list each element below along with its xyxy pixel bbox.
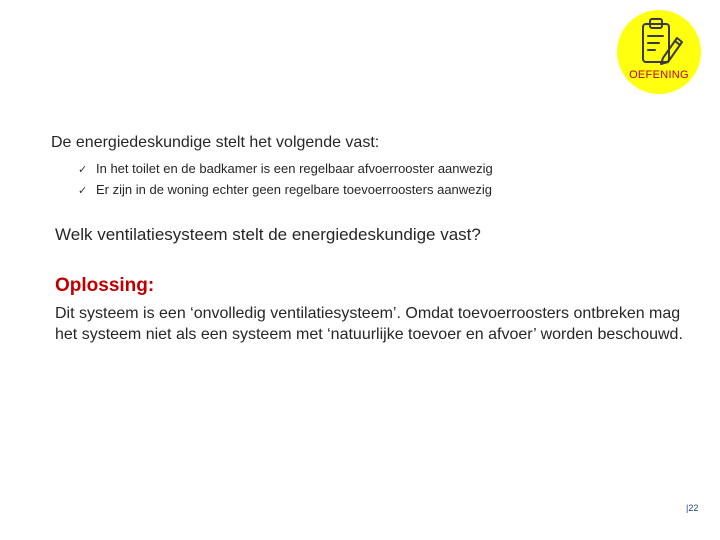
checkmark-icon: ✓ [78,164,88,176]
finding-text: Er zijn in de woning echter geen regelbare toevoerroosters aanwezig [96,182,493,197]
list-item [78,158,493,179]
page-number: |22 [686,503,699,513]
clipboard-pencil-icon [639,16,685,72]
solution-heading: Oplossing: [55,275,155,296]
question-text: Welk ventilatiesysteem stelt de energiedeskundige vast? [55,225,481,244]
list-item [78,179,493,200]
exercise-badge [617,10,701,94]
solution-body: Dit systeem is een ‘onvolledig ventilatiesysteem’. Omdat toevoerroosters ontbreken mag het systeem niet als een systeem met ‘natuurlijke toevoer en afvoer’ worden beschouwd. [55,305,683,343]
badge-label: OEFENING [629,69,689,81]
checkmark-icon: ✓ [78,185,88,197]
intro-text: De energiedeskundige stelt het volgende vast: [51,134,380,151]
finding-text: In het toilet en de badkamer is een regelbaar afvoerrooster aanwezig [96,161,493,176]
findings-list [78,158,493,200]
